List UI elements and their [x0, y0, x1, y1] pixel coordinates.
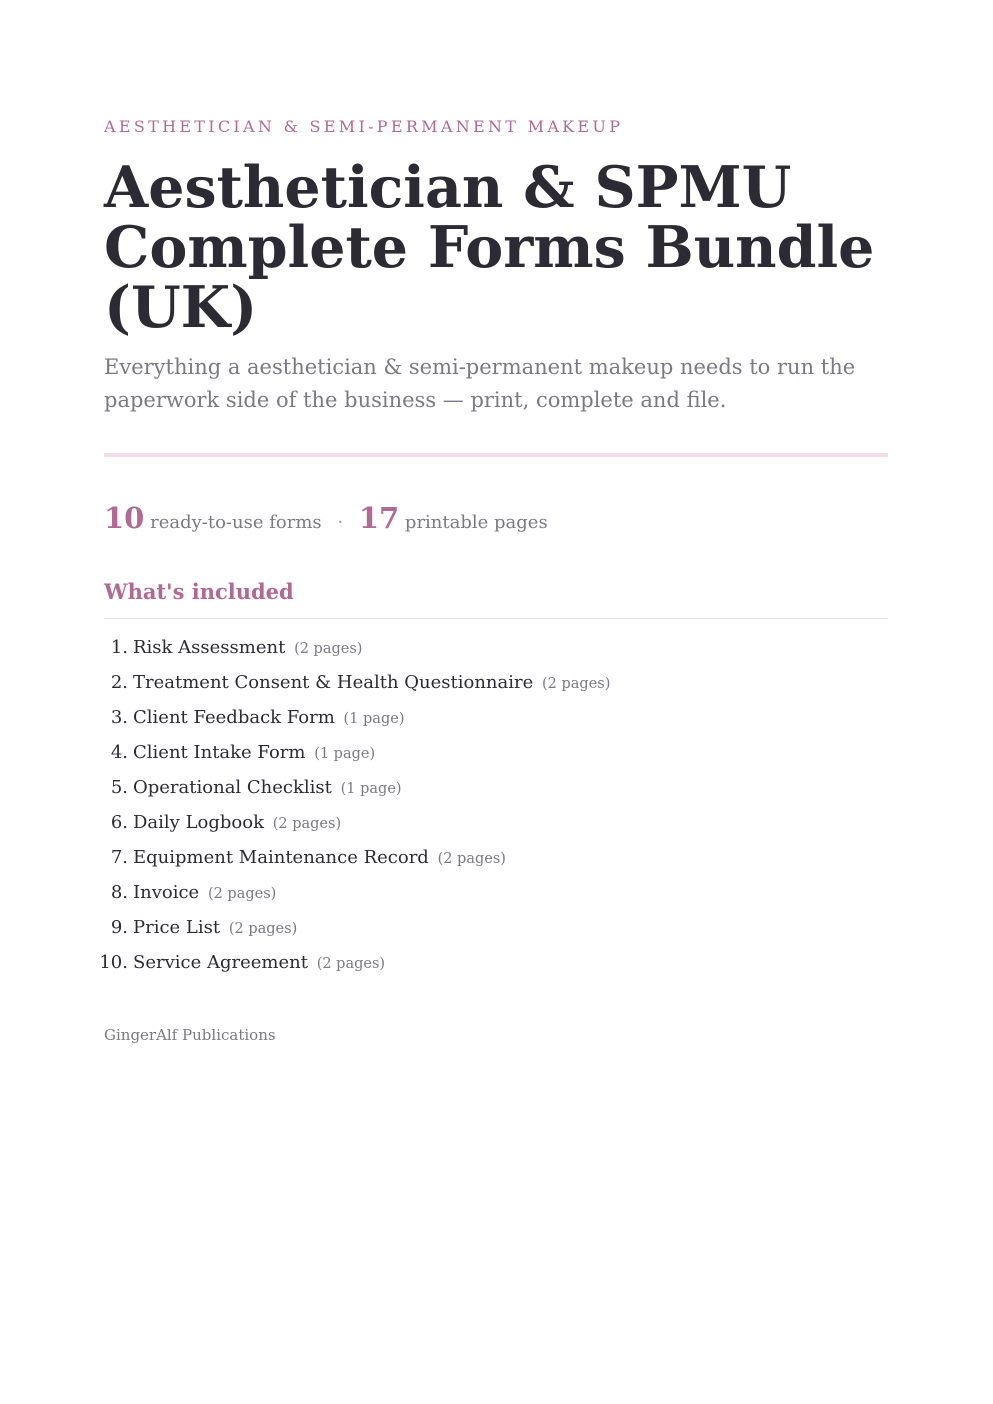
- header-divider: [104, 453, 888, 457]
- item-number: 5.: [110, 777, 128, 798]
- item-name: Invoice: [133, 882, 200, 903]
- list-item: [104, 875, 610, 910]
- item-number: 9.: [110, 917, 128, 938]
- stats-separator: ·: [337, 512, 344, 533]
- item-number: 10.: [99, 952, 128, 973]
- list-item: [104, 630, 610, 665]
- list-item: [104, 770, 610, 805]
- item-name: Equipment Maintenance Record: [133, 847, 429, 868]
- pages-label: printable pages: [404, 512, 548, 533]
- item-name: Price List: [133, 917, 221, 938]
- item-pages: (2 pages): [437, 851, 506, 867]
- bundle-stats: [104, 498, 548, 543]
- item-pages: (2 pages): [294, 641, 363, 657]
- item-pages: (2 pages): [207, 886, 277, 902]
- item-pages: (2 pages): [316, 956, 386, 972]
- item-number: 1.: [110, 637, 128, 658]
- item-name: Client Feedback Form: [133, 707, 335, 728]
- item-name: Risk Assessment: [133, 637, 286, 658]
- list-item: [104, 735, 610, 770]
- publisher-name: GingerAlf Publications: [104, 1026, 276, 1044]
- item-number: 2.: [110, 672, 128, 693]
- category-eyebrow: AESTHETICIAN & SEMI-PERMANENT MAKEUP: [104, 117, 624, 136]
- item-name: Treatment Consent & Health Questionnaire: [133, 672, 534, 693]
- item-number: 7.: [110, 847, 128, 868]
- item-number: 6.: [110, 812, 128, 833]
- included-heading: What's included: [104, 579, 294, 604]
- item-number: 3.: [110, 707, 128, 728]
- item-pages: (2 pages): [542, 676, 611, 692]
- list-item: [104, 665, 610, 700]
- list-item: [104, 805, 610, 840]
- page-subtitle: Everything a aesthetician & semi-permanent makeup needs to run the paperwork side of the business — print, complete and file.: [104, 355, 856, 412]
- item-pages: (1 page): [340, 781, 402, 797]
- forms-label: ready-to-use forms: [150, 512, 322, 533]
- section-divider: [104, 618, 888, 619]
- item-pages: (2 pages): [228, 921, 298, 937]
- page-title: Aesthetician & SPMU Complete Forms Bundle (UK): [104, 154, 875, 341]
- forms-list: [99, 630, 611, 980]
- pages-count: 17: [358, 501, 400, 535]
- item-number: 4.: [110, 742, 128, 763]
- item-pages: (2 pages): [272, 816, 342, 832]
- list-item: [99, 945, 610, 980]
- forms-count: 10: [104, 501, 145, 535]
- list-item: [104, 840, 610, 875]
- item-name: Daily Logbook: [133, 812, 264, 833]
- list-item: [104, 910, 610, 945]
- item-name: Client Intake Form: [133, 742, 306, 763]
- item-name: Operational Checklist: [133, 777, 332, 798]
- list-item: [104, 700, 610, 735]
- item-pages: (1 page): [314, 746, 376, 762]
- item-number: 8.: [110, 882, 128, 903]
- item-name: Service Agreement: [133, 952, 308, 973]
- item-pages: (1 page): [343, 711, 405, 727]
